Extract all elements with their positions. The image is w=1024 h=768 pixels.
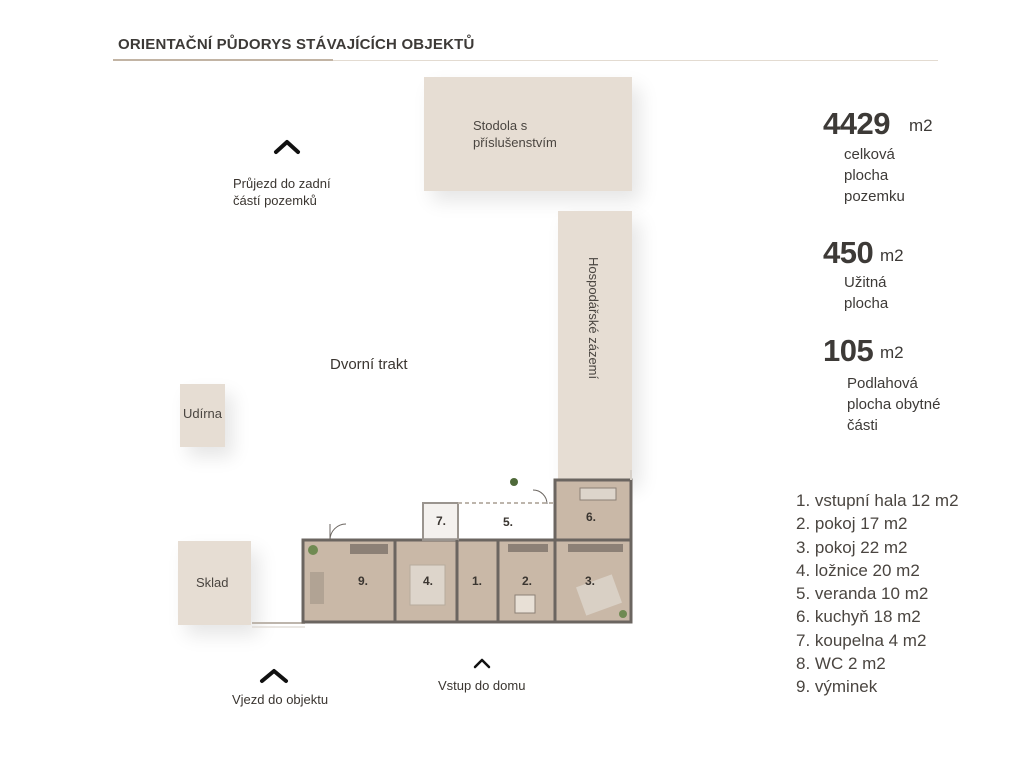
room-legend [796,489,959,699]
storage-label: Sklad [196,575,229,590]
room-3-label: 3. [585,574,596,588]
rear-passage-label: Průjezd do zadní částí pozemků [233,176,331,208]
rear-passage-arrow-icon [273,139,301,155]
smokehouse-label: Udírna [183,406,223,421]
legend-item: 6. kuchyň 18 m2 [796,607,921,627]
floor-plan [250,470,640,635]
stat-floor-area-unit: m2 [880,343,904,362]
page-title: ORIENTAČNÍ PŮDORYS STÁVAJÍCÍCH OBJEKTŮ [118,36,475,53]
room-7-label: 7. [436,514,447,528]
legend-item: 1. vstupní hala 12 m2 [796,491,959,510]
entrance-drive-label: Vjezd do objektu [232,692,329,707]
legend-item: 9. výminek [796,677,878,697]
legend-item: 4. ložnice 20 m2 [796,560,920,580]
stat-usable-area-value: 450 [823,235,874,270]
house-entry-arrow-icon [472,657,492,669]
room-6-label: 6. [586,510,597,524]
legend-item: 5. veranda 10 m2 [796,584,929,604]
legend-item: 3. pokoj 22 m2 [796,537,908,557]
farm-building [558,211,632,479]
courtyard-label: Dvorní trakt [330,356,408,373]
stat-usable-area-desc: Užitná plocha [844,274,889,312]
stat-floor-area-desc: Podlahová plocha obytné části [847,375,941,434]
stat-total-area-unit: m2 [909,116,933,135]
storage-building [178,541,251,625]
stat-usable-area-unit: m2 [880,246,904,265]
room-5-label: 5. [503,515,514,529]
room-4-label: 4. [423,574,434,588]
stat-total-area-value: 4429 [823,106,890,141]
smokehouse-building [180,384,225,447]
stat-floor-area-value: 105 [823,333,874,368]
legend-item: 7. koupelna 4 m2 [796,630,927,650]
barn-building [424,77,632,191]
stat-total-area-desc: celková plocha pozemku [844,146,905,205]
entrance-drive-arrow-icon [259,668,289,684]
room-2-label: 2. [522,574,533,588]
title-underline-accent [113,59,333,61]
room-1-label: 1. [472,574,483,588]
room-9-label: 9. [358,574,369,588]
legend-item: 8. WC 2 m2 [796,654,886,674]
barn-label: Stodola s příslušenstvím [473,118,557,150]
farm-label: Hospodářské zázemí [586,257,601,380]
house-entry-label: Vstup do domu [438,678,526,693]
legend-item: 2. pokoj 17 m2 [796,514,908,534]
